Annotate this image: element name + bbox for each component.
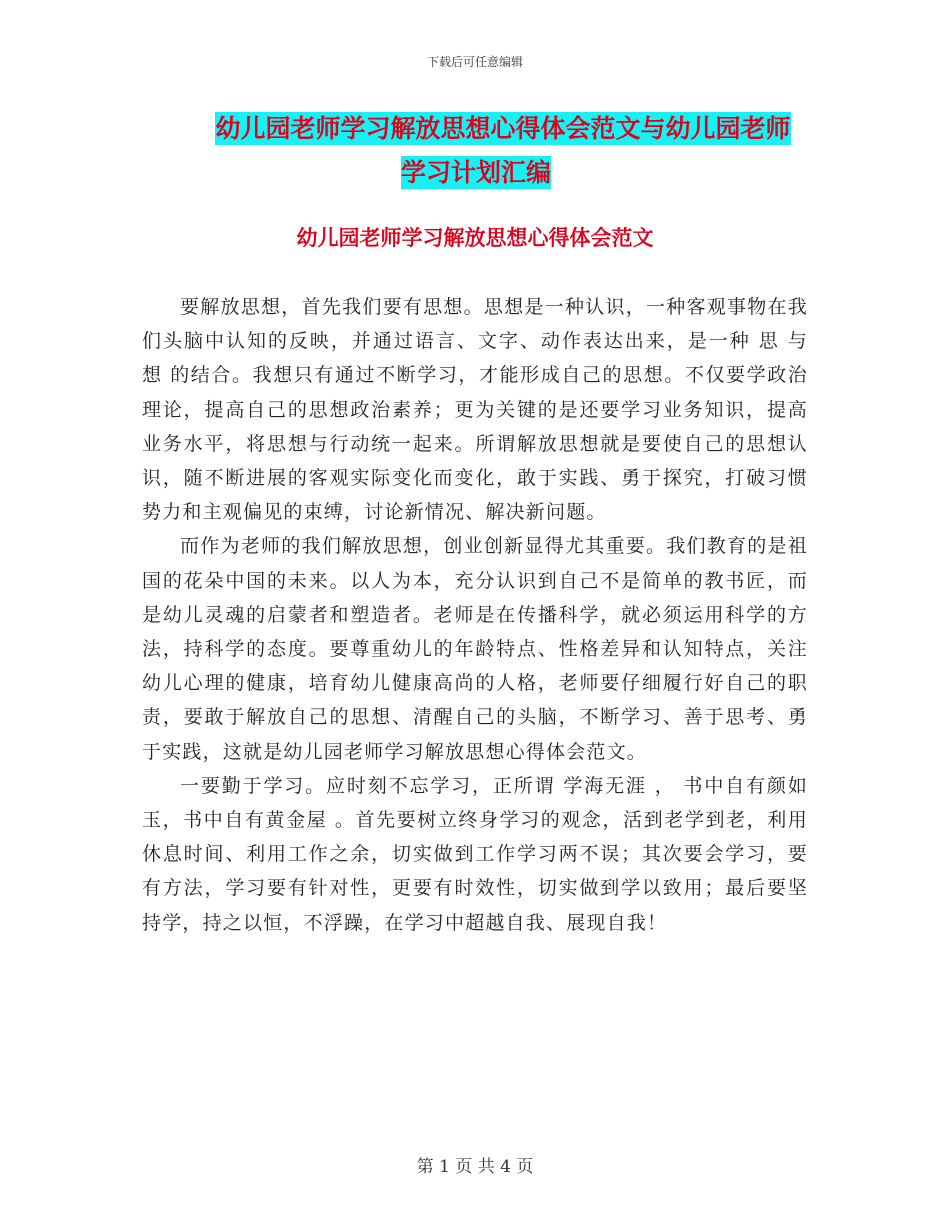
- document-body: [142, 290, 808, 940]
- header-note: 下载后可任意编辑: [426, 55, 523, 69]
- document-title: [0, 107, 950, 195]
- title-line-1: 幼儿园老师学习解放思想心得体会范文与幼儿园老师: [215, 114, 791, 143]
- paragraph: 而作为老师的我们解放思想，创业创新显得尤其重要。我们教育的是祖国的花朵中国的未来。以人为本，充分认识到自己不是简单的教书匠，而是幼儿灵魂的启蒙者和塑造者。老师是在传播科学，就必须运用科学的方法，持科学的态度。要尊重幼儿的年龄特点、性格差异和认知特点，关注幼儿心理的健康，培育幼儿健康高尚的人格，老师要仔细履行好自己的职责，要敢于解放自己的思想、清醒自己的头脑，不断学习、善于思考、勇于实践，这就是幼儿园老师学习解放思想心得体会范文。: [142, 535, 808, 763]
- paragraph: 一要勤于学习。应时刻不忘学习，正所谓 学海无涯 ， 书中自有颜如玉，书中自有黄金屋 。首先要树立终身学习的观念，活到老学到老，利用休息时间、利用工作之余，切实做到工作学习两不误；其次要会学习，要有方法，学习要有针对性，更要有时效性，切实做到学以致用；最后要坚持学，持之以恒，不浮躁，在学习中超越自我、展现自我！: [142, 774, 808, 934]
- section-title: 幼儿园老师学习解放思想心得体会范文: [296, 226, 654, 250]
- page-footer: 第 1 页 共 4 页: [416, 1157, 534, 1177]
- paragraph: 要解放思想，首先我们要有思想。思想是一种认识，一种客观事物在我们头脑中认知的反映，并通过语言、文字、动作表达出来，是一种 思 与 想 的结合。我想只有通过不断学习，才能形成自己的思想。不仅要学政治理论，提高自己的思想政治素养；更为关键的是还要学习业务知识，提高业务水平，将思想与行动统一起来。所谓解放思想就是要使自己的思想认识，随不断进展的客观实际变化而变化，敢于实践、勇于探究，打破习惯势力和主观偏见的束缚，讨论新情况、解决新问题。: [142, 296, 808, 524]
- title-line-2: 学习计划汇编: [400, 158, 551, 187]
